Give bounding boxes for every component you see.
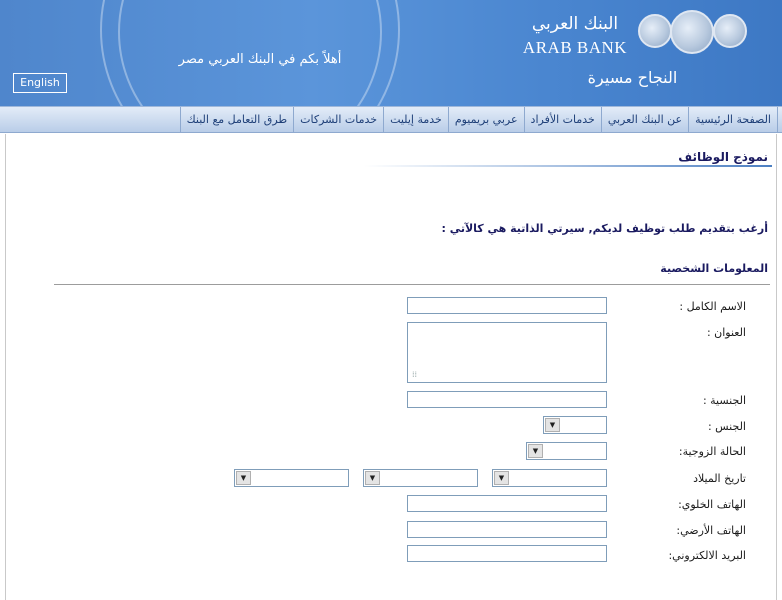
main-navigation xyxy=(0,106,782,133)
nationality-input[interactable] xyxy=(407,391,607,408)
nav-item-banking-channels[interactable]: طرق التعامل مع البنك xyxy=(180,107,294,133)
nav-item-home[interactable]: الصفحة الرئيسية xyxy=(688,107,778,133)
english-language-button[interactable]: English xyxy=(13,73,67,93)
chevron-down-icon[interactable]: ▼ xyxy=(236,471,251,485)
email-input[interactable] xyxy=(407,545,607,562)
nav-item-personal-services[interactable]: خدمات الأفراد xyxy=(524,107,601,133)
address-label: العنوان : xyxy=(706,326,746,339)
chevron-down-icon[interactable]: ▼ xyxy=(545,418,560,432)
email-label: البريد الالكتروني: xyxy=(668,549,746,562)
chevron-down-icon[interactable]: ▼ xyxy=(365,471,380,485)
full-name-input[interactable] xyxy=(407,297,607,314)
address-input[interactable] xyxy=(407,322,607,383)
marital-status-select[interactable] xyxy=(526,442,607,460)
mobile-label: الهاتف الخلوي: xyxy=(678,498,746,511)
landline-label: الهاتف الأرضي: xyxy=(676,524,746,537)
slogan-text: النجاح مسيرة xyxy=(587,68,678,87)
resize-grip-icon[interactable]: ⁞⁞ xyxy=(412,370,418,379)
logo-arabic-text: البنك العربي xyxy=(531,14,619,34)
gender-select[interactable] xyxy=(543,416,607,434)
birth-month-select[interactable] xyxy=(363,469,478,487)
full-name-label: الاسم الكامل : xyxy=(679,300,746,313)
intro-text: أرغب بتقديم طلب توظيف لديكم, سيرتي الذاتية هي كالآتي : xyxy=(441,222,768,235)
section-title: المعلومات الشخصية xyxy=(660,262,768,275)
nav-item-about[interactable]: عن البنك العربي xyxy=(601,107,688,133)
birth-year-select[interactable] xyxy=(234,469,349,487)
title-divider xyxy=(364,165,772,167)
page-title: نموذج الوظائف xyxy=(678,150,768,164)
logo-english-text: ARAB BANK xyxy=(522,38,628,57)
chevron-down-icon[interactable]: ▼ xyxy=(528,444,543,458)
welcome-text: أهلاً بكم في البنك العربي مصر xyxy=(178,52,342,67)
chevron-down-icon[interactable]: ▼ xyxy=(494,471,509,485)
landline-input[interactable] xyxy=(407,521,607,538)
nav-item-corporate-services[interactable]: خدمات الشركات xyxy=(293,107,383,133)
content-area xyxy=(5,134,777,600)
mobile-input[interactable] xyxy=(407,495,607,512)
nationality-label: الجنسية : xyxy=(702,394,746,407)
nav-item-elite[interactable]: خدمة إيليت xyxy=(383,107,448,133)
section-divider xyxy=(54,284,770,285)
marital-status-label: الحالة الزوجية: xyxy=(678,445,746,458)
bank-seal-icon xyxy=(670,10,714,54)
header-banner xyxy=(0,0,782,106)
bank-seal-icon xyxy=(638,14,672,48)
gender-label: الجنس : xyxy=(707,420,746,433)
birth-day-select[interactable] xyxy=(492,469,607,487)
birth-date-label: تاريخ الميلاد xyxy=(693,472,746,485)
bank-seal-icon xyxy=(713,14,747,48)
nav-item-arabi-premium[interactable]: عربي بريميوم xyxy=(448,107,524,133)
